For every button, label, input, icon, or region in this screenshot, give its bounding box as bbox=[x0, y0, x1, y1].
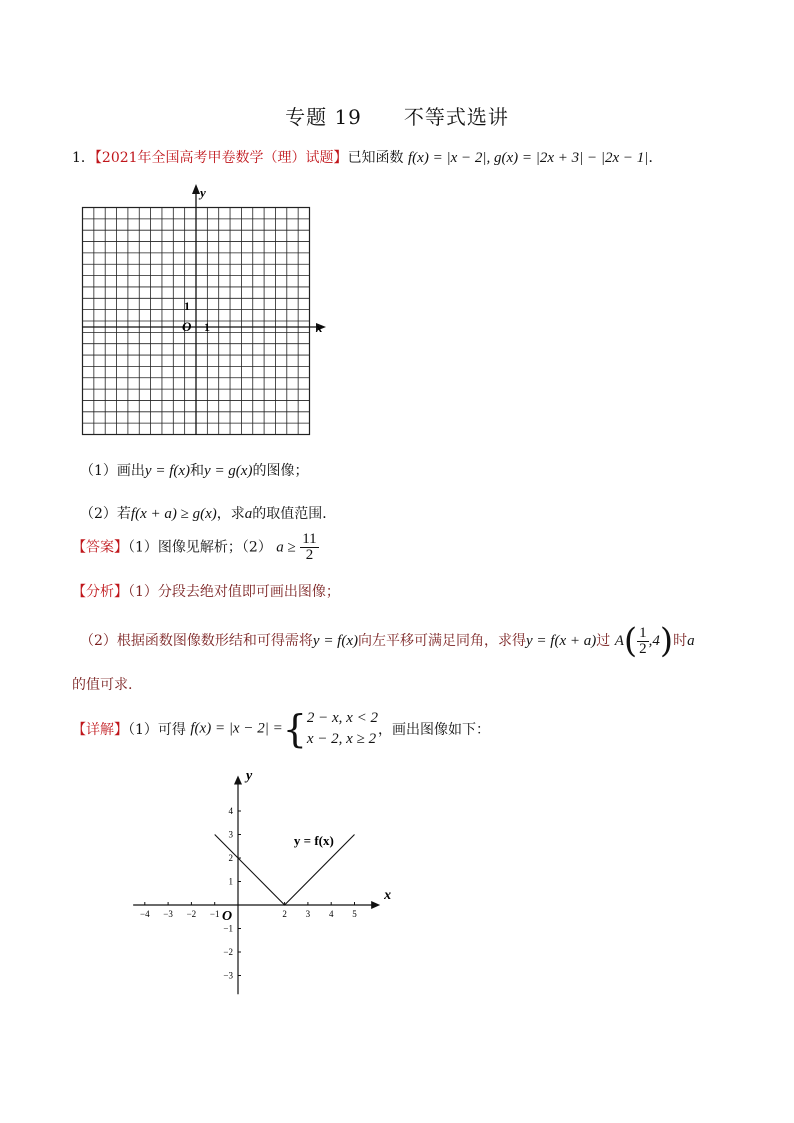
x-tick-label: −1 bbox=[209, 909, 220, 919]
function-chart bbox=[76, 768, 392, 1005]
detail-t2: ，画出图像如下： bbox=[377, 722, 490, 738]
answer-lhs: a ≥ bbox=[276, 539, 296, 556]
grid-one-y: 1 bbox=[184, 299, 190, 313]
y-tick-label: −2 bbox=[223, 947, 233, 957]
answer-numerator: 11 bbox=[302, 531, 317, 547]
sub-question-2 bbox=[80, 503, 336, 523]
stem-functions: f(x) = |x − 2|, g(x) = |2x + 3| − |2x − 1| bbox=[408, 150, 649, 166]
question-source: 【2021年全国高考甲卷数学（理）试题】 bbox=[94, 150, 348, 166]
sub-question-1 bbox=[80, 460, 308, 480]
analysis2-t5: 的值可求. bbox=[72, 677, 133, 693]
analysis2-four: ,4 bbox=[648, 633, 660, 649]
y-tick-label: 3 bbox=[228, 829, 233, 840]
chart-origin-label: O bbox=[222, 909, 233, 924]
chart-x-label: x bbox=[384, 888, 392, 903]
chart-annotation: y = f(x) bbox=[293, 833, 334, 849]
y-tick-label: 2 bbox=[228, 853, 233, 863]
answer-text: （1）图像见解析；（2） bbox=[128, 539, 272, 556]
blank-grid-figure bbox=[76, 180, 332, 442]
grid-y-arrow bbox=[192, 184, 200, 194]
detail-tag: 【详解】 bbox=[72, 722, 128, 738]
stem-end: ． bbox=[648, 150, 663, 166]
x-tick-label: −4 bbox=[140, 909, 150, 919]
grid-y-label: y bbox=[200, 185, 206, 200]
question-number: 1． bbox=[72, 150, 95, 166]
chart-y-arrow bbox=[234, 776, 242, 785]
analysis2-point: A bbox=[614, 633, 624, 649]
sub2-label: （2）若 bbox=[80, 506, 131, 522]
grid-one-x: 1 bbox=[204, 320, 210, 334]
chart-x-arrow bbox=[371, 901, 380, 909]
analysis-tag: 【分析】 bbox=[72, 584, 128, 600]
x-tick-label: 2 bbox=[282, 909, 287, 919]
analysis2-t3: 过 bbox=[596, 633, 611, 649]
x-tick-label: 3 bbox=[305, 909, 311, 919]
analysis2-denominator: 2 bbox=[639, 640, 647, 657]
y-tick-label: 1 bbox=[228, 876, 233, 887]
grid-x-label: x bbox=[316, 320, 323, 335]
grid-origin-label: O bbox=[182, 319, 192, 334]
analysis2-fraction bbox=[637, 626, 649, 657]
analysis2-t2: 向左平移可满足同角，求得 bbox=[358, 633, 527, 649]
analysis2-eq2: y = f(x + a) bbox=[526, 633, 597, 649]
question-stem bbox=[72, 147, 662, 167]
answer-tag: 【答案】 bbox=[72, 539, 128, 556]
analysis2-t1: （2）根据函数图像数形结和可得需将 bbox=[80, 633, 313, 649]
analysis2-var: a bbox=[687, 633, 695, 649]
x-tick-label: 4 bbox=[328, 909, 334, 919]
answer-fraction bbox=[300, 532, 318, 563]
analysis-line-2: （2）根据函数图像数形结和可得需将y = f(x)向左平移可满足同角，求得y = f(x + a)过 A( $\frac{1}{2}$ ,4)时a bbox=[80, 621, 695, 661]
analysis-line-3 bbox=[72, 674, 132, 694]
sub1-g-eq: y = g(x) bbox=[204, 463, 253, 479]
x-tick-label: −2 bbox=[186, 909, 197, 919]
y-tick-label: 4 bbox=[228, 806, 233, 816]
sub2-var: a bbox=[244, 506, 253, 522]
sub2-ineq: f(x + a) ≥ g(x) bbox=[130, 506, 217, 522]
answer-denominator: 2 bbox=[305, 547, 314, 563]
title-topic: 专题 19 bbox=[285, 105, 362, 129]
analysis2-numerator: 1 bbox=[639, 624, 647, 641]
detail-cases bbox=[307, 708, 378, 750]
x-tick-label: 5 bbox=[352, 909, 357, 919]
sub2-tail: 的取值范围． bbox=[252, 506, 337, 522]
analysis2-t4: 时 bbox=[673, 633, 688, 649]
stem-prefix: 已知函数 bbox=[347, 150, 404, 166]
sub1-label: （1）画出 bbox=[80, 463, 145, 479]
detail-eq: f(x) = |x − 2| = bbox=[190, 720, 283, 737]
page-title bbox=[0, 101, 794, 130]
analysis-line bbox=[72, 581, 340, 601]
detail-line: 【详解】（1）可得 f(x) = |x − 2| ={ 2 − x, x < 2 x − 2, x ≥ 2 ，画出图像如下： bbox=[72, 707, 490, 751]
sub2-mid: ，求 bbox=[216, 506, 245, 522]
analysis2-eq1: y = f(x) bbox=[312, 633, 359, 649]
chart-y-label: y bbox=[246, 768, 253, 784]
detail-case-1: 2 − x, x < 2 bbox=[306, 710, 378, 726]
detail-case-2: x − 2, x ≥ 2 bbox=[306, 731, 377, 747]
sub1-f-eq: y = f(x) bbox=[144, 463, 191, 479]
y-tick-label: −1 bbox=[223, 923, 233, 934]
sub1-tail: 的图像； bbox=[252, 463, 309, 479]
x-tick-label: −3 bbox=[163, 909, 173, 919]
sub1-and: 和 bbox=[190, 463, 205, 479]
analysis-text: （1）分段去绝对值即可画出图像； bbox=[128, 584, 340, 600]
detail-t1: （1）可得 bbox=[128, 722, 186, 738]
title-name: 不等式选讲 bbox=[403, 105, 509, 129]
y-tick-label: −3 bbox=[223, 970, 233, 981]
answer-line bbox=[72, 532, 319, 563]
